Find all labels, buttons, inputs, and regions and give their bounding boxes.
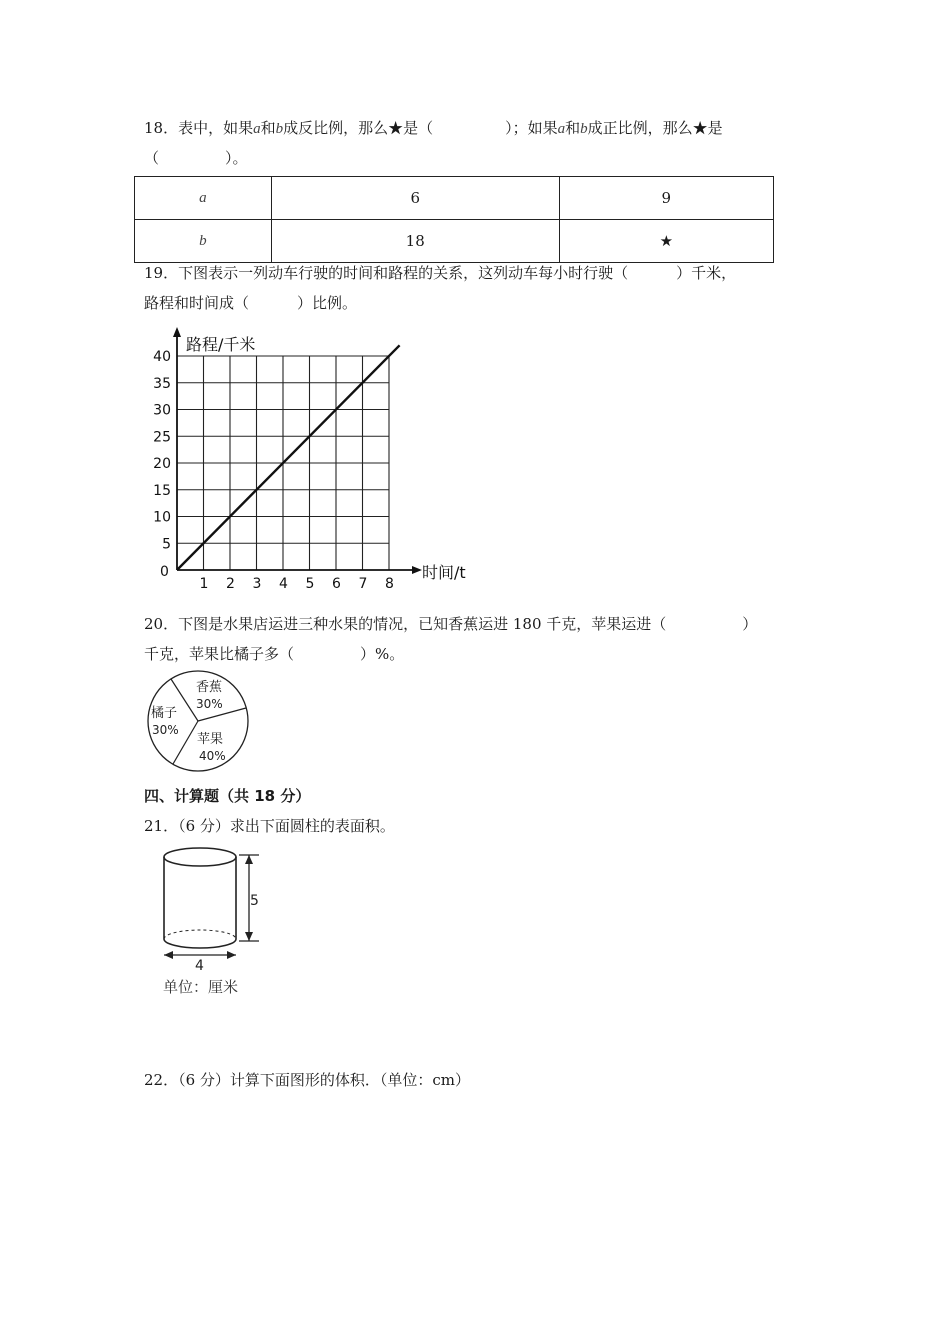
x-tick-label: 8: [385, 576, 394, 592]
q18-text-4: ）；如果: [505, 119, 558, 137]
q19-text-3: 路程和时间成（: [144, 294, 250, 312]
x-axis-arrow-icon: [412, 566, 422, 574]
q20-text-3: 千克，苹果比橘子多（: [144, 645, 295, 663]
x-tick-label: 3: [252, 576, 262, 592]
x-tick-label: 2: [226, 576, 235, 592]
table-cell-star: ★: [559, 220, 773, 263]
distance-time-chart: [140, 325, 480, 595]
q20-text-1: 20．下图是水果店运进三种水果的情况，已知香蕉运进 180 千克，苹果运进（: [144, 615, 667, 633]
y-axis-arrow-icon: [173, 327, 181, 337]
q19-text-1: 19．下图表示一列动车行驶的时间和路程的关系，这列动车每小时行驶（: [144, 264, 629, 282]
x-tick-label: 4: [279, 576, 288, 592]
x-tick-label: 1: [199, 576, 209, 592]
table-cell-b-label: b: [135, 220, 272, 263]
q19-text-4: ）比例。: [297, 294, 358, 312]
height-label: 5: [250, 893, 259, 909]
table-row: [135, 177, 774, 220]
q22-text: 22．（6 分）计算下面图形的体积．（单位：cm）: [144, 1071, 471, 1089]
q18-text-8: ）。: [225, 149, 248, 167]
table-cell: 9: [559, 177, 773, 220]
pie-pct-apple: 40%: [199, 749, 226, 763]
x-tick-label: 7: [358, 576, 368, 592]
fruit-pie-chart: [140, 668, 256, 776]
q20-line1: [144, 613, 757, 634]
chart-series: [177, 345, 400, 570]
q18-line1: [144, 117, 723, 138]
y-tick-label: 30: [153, 402, 171, 419]
var-a: a: [557, 121, 566, 137]
q19-line1: [144, 262, 736, 283]
arrow-down-icon: [245, 932, 253, 941]
q20-text-4: ）%。: [360, 645, 405, 663]
chart-ticks: [153, 349, 394, 592]
diameter-label: 4: [195, 958, 204, 973]
var-b: b: [580, 121, 588, 137]
table-cell: 18: [271, 220, 559, 263]
y-tick-label: 15: [153, 482, 171, 499]
y-axis-label: 路程/千米: [186, 335, 256, 354]
unit-caption: 单位：厘米: [163, 978, 239, 996]
y-tick-label: 10: [153, 509, 171, 526]
var-b: b: [275, 121, 284, 137]
cylinder-bottom-front: [164, 939, 236, 948]
table-cell: 6: [271, 177, 559, 220]
pie-label-banana: 香蕉: [196, 680, 223, 695]
q21-text: 21．（6 分）求出下面圆柱的表面积。: [144, 817, 395, 835]
cylinder-top: [164, 848, 236, 866]
pie-pct-orange: 30%: [152, 723, 179, 737]
x-tick-label: 6: [332, 576, 341, 592]
q18-line2: [144, 147, 248, 168]
q19-line2: [144, 292, 357, 313]
arrow-right-icon: [227, 951, 236, 959]
y-tick-label: 20: [153, 456, 171, 472]
q18-text-1: 18．表中，如果: [144, 119, 254, 137]
pie-label-apple: 苹果: [197, 732, 224, 747]
table-row: [135, 220, 774, 263]
section-title: 四、计算题（共 18 分）: [144, 787, 311, 805]
q19-text-2: ）千米，: [676, 264, 737, 282]
q18-text-2: 和: [260, 119, 276, 137]
pie-pct-banana: 30%: [196, 697, 223, 711]
x-tick-label: 5: [305, 576, 315, 592]
arrow-left-icon: [164, 951, 173, 959]
q18-text-3: 成反比例，那么★是（: [283, 119, 434, 137]
table-cell-a-label: a: [135, 177, 272, 220]
q20-text-2: ）: [742, 615, 758, 633]
q18-table: [134, 176, 774, 263]
cylinder-diagram: [155, 843, 275, 973]
q18-text-7: （: [144, 149, 160, 167]
x-axis-label: 时间/t: [422, 563, 466, 582]
y-tick-label: 40: [153, 349, 171, 365]
q18-text-6: 成正比例，那么★是: [587, 119, 723, 137]
y-tick-label: 5: [162, 536, 171, 553]
arrow-up-icon: [245, 855, 253, 864]
cylinder-bottom-back: [164, 930, 236, 939]
q18-text-5: 和: [565, 119, 581, 137]
y-tick-label: 35: [153, 375, 171, 392]
origin-label: 0: [160, 564, 169, 580]
pie-label-orange: 橘子: [151, 706, 178, 721]
q20-line2: [144, 643, 404, 664]
var-a: a: [253, 121, 261, 137]
series-line: [177, 345, 400, 570]
y-tick-label: 25: [153, 429, 171, 446]
